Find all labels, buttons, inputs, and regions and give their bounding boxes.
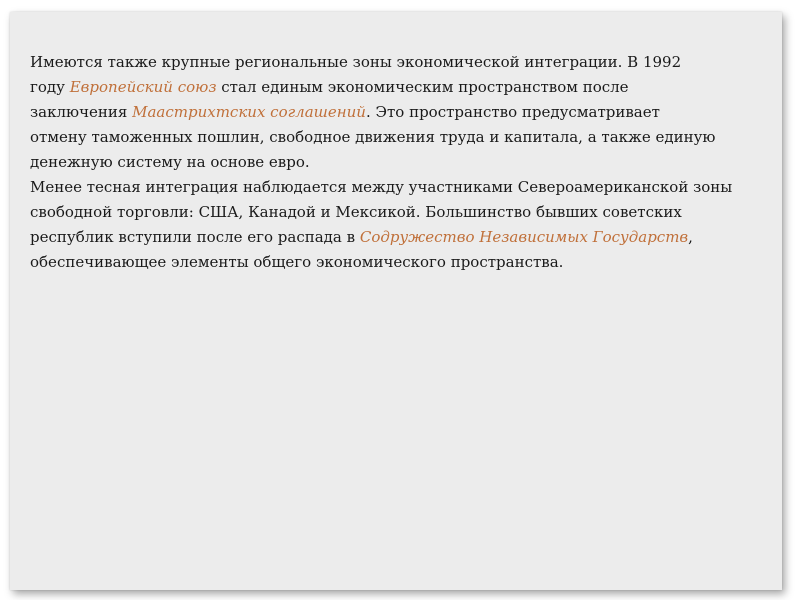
text-line: Имеются также крупные региональные зоны экономической интеграции. В 1992	[30, 53, 682, 71]
text-line: Менее тесная интеграция наблюдается между участниками Североамериканской зоны	[30, 178, 733, 196]
text-line: обеспечивающее элементы общего экономического пространства.	[30, 253, 564, 271]
text-line: свободной торговли: США, Канадой и Мексикой. Большинство бывших советских	[30, 203, 682, 221]
text-fragment: заключения	[30, 103, 133, 121]
text-line	[30, 225, 770, 250]
link-maastricht-treaty[interactable]: Маастрихтских соглашений	[132, 103, 366, 121]
text-fragment: республик вступили после его распада в	[30, 228, 360, 246]
text-line: денежную систему на основе евро.	[30, 153, 310, 171]
text-line: отмену таможенных пошлин, свободное движения труда и капитала, а также единую	[30, 128, 716, 146]
slide-body-text	[30, 50, 770, 275]
text-fragment: ,	[688, 228, 693, 246]
link-european-union[interactable]: Европейский союз	[69, 78, 217, 96]
text-fragment: . Это пространство предусматривает	[365, 103, 660, 121]
text-line	[30, 100, 770, 125]
paragraph-nafta-cis	[30, 175, 770, 275]
link-cis[interactable]: Содружество Независимых Государств	[359, 228, 689, 246]
text-fragment: стал единым экономическим пространством после	[216, 78, 629, 96]
text-line	[30, 75, 770, 100]
text-fragment: году	[30, 78, 70, 96]
paragraph-eu-integration	[30, 50, 770, 175]
